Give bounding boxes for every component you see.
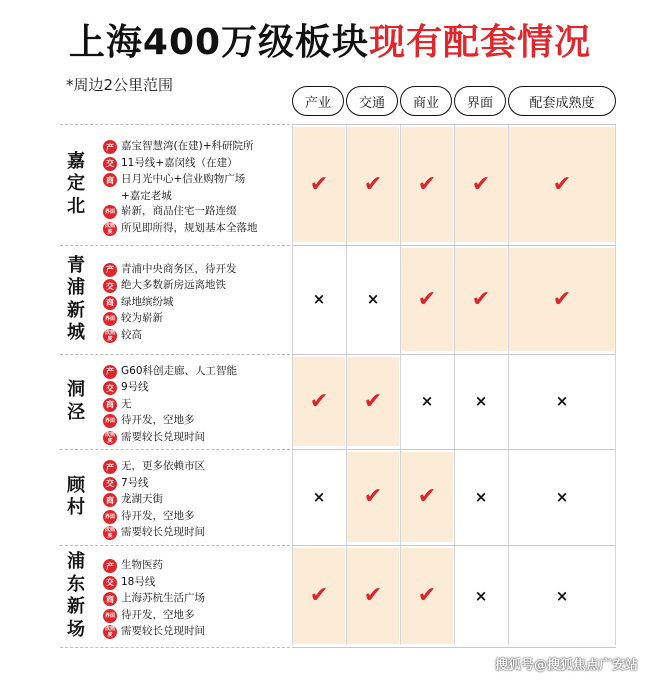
region-feature-list xyxy=(103,559,288,642)
feature-text: 需要较长兑现时间 xyxy=(121,526,205,539)
cross-icon: × xyxy=(366,290,380,308)
region-feature-list xyxy=(103,140,288,238)
mark-cell-commerce xyxy=(401,548,453,644)
feature-text: 需要较长兑现时间 xyxy=(121,625,205,638)
grid-line xyxy=(615,124,616,645)
mark-cell-commerce xyxy=(401,452,453,542)
row-divider xyxy=(60,647,290,648)
feature-text: 待开发，空地多 xyxy=(121,414,195,427)
region-name-char: 浦 xyxy=(67,551,85,572)
feature-item xyxy=(103,329,288,343)
mark-cell-interface xyxy=(455,357,507,446)
check-icon: ✔ xyxy=(417,484,437,509)
mark-cell-maturity xyxy=(509,248,615,351)
feature-text: 需要较长兑现时间 xyxy=(121,430,205,443)
feature-badge-icon: 产 xyxy=(103,365,117,379)
row-divider xyxy=(60,245,290,246)
mark-cell-commerce xyxy=(401,127,453,242)
mark-cell-interface xyxy=(455,548,507,644)
feature-item xyxy=(103,460,288,474)
mark-cell-transport xyxy=(347,127,399,242)
feature-text: 青浦中央商务区，待开发 xyxy=(121,262,237,275)
feature-text: 无 xyxy=(121,397,132,410)
region-name-char: 泾 xyxy=(67,401,85,423)
region-name-char: 青 xyxy=(67,254,85,276)
mark-cell-maturity xyxy=(509,548,615,644)
row-divider xyxy=(292,354,616,355)
mark-cell-interface xyxy=(455,452,507,542)
cross-icon: × xyxy=(474,586,488,605)
cross-icon: × xyxy=(555,487,569,506)
feature-text: 11号线+嘉闵线（在建） xyxy=(121,156,238,169)
region-name-char: 顾 xyxy=(67,474,85,496)
feature-item xyxy=(103,279,288,293)
check-icon: ✔ xyxy=(417,286,437,312)
mark-cell-interface xyxy=(455,248,507,351)
mark-cell-commerce xyxy=(401,357,453,446)
feature-text: 日月光中心+信业购物广场 xyxy=(121,173,246,185)
feature-item xyxy=(103,263,288,277)
region-name xyxy=(58,356,94,447)
row-divider xyxy=(292,245,616,246)
row-divider xyxy=(60,545,290,546)
region-name-char: 浦 xyxy=(67,277,85,298)
feature-text: 无，更多依赖市区 xyxy=(121,460,205,473)
mark-cell-transport xyxy=(347,548,399,644)
feature-badge-icon: 商 xyxy=(103,173,117,187)
mark-cell-maturity xyxy=(509,357,615,446)
feature-text: 龙湖天街 xyxy=(121,493,163,506)
mark-cell-interface xyxy=(455,127,507,242)
feature-badge-icon: 成熟度 xyxy=(104,431,115,444)
region-name-char: 村 xyxy=(67,497,85,518)
feature-badge-icon: 交 xyxy=(103,157,117,171)
page-title xyxy=(0,14,660,65)
mark-cell-transport xyxy=(347,248,399,351)
region-name-char: 嘉 xyxy=(67,150,85,172)
feature-badge-icon: 界面 xyxy=(103,414,117,428)
check-icon: ✔ xyxy=(552,286,572,312)
mark-cell-maturity xyxy=(509,452,615,542)
feature-badge-icon: 产 xyxy=(103,559,117,573)
cross-icon: × xyxy=(312,487,326,506)
check-icon: ✔ xyxy=(363,388,383,414)
watermark: 搜狐号@搜狐焦点广安站 xyxy=(494,658,638,673)
feature-item xyxy=(103,414,288,428)
region-name-char: 新 xyxy=(67,299,85,321)
region-feature-list xyxy=(103,365,288,448)
feature-text: 上海苏杭生活广场 xyxy=(121,592,205,605)
feature-badge-icon: 产 xyxy=(103,460,117,474)
region-name xyxy=(58,451,94,543)
check-icon: ✔ xyxy=(417,583,437,608)
feature-badge-icon: 成熟度 xyxy=(104,329,115,342)
feature-item xyxy=(103,222,288,236)
region-feature-list xyxy=(103,460,288,543)
feature-text: 生物医药 xyxy=(121,559,163,572)
region-name-char: 洞 xyxy=(67,379,85,400)
feature-item xyxy=(103,477,288,491)
title-main: 上海400万级板块 xyxy=(68,22,370,63)
feature-item xyxy=(103,576,288,590)
feature-badge-icon: 成熟度 xyxy=(104,626,115,639)
row-divider xyxy=(292,647,616,648)
column-header-interface: 界面 xyxy=(454,86,506,116)
mark-cell-transport xyxy=(347,452,399,542)
region-name-char: 场 xyxy=(67,618,85,640)
row-divider xyxy=(292,449,616,450)
feature-item xyxy=(103,493,288,507)
feature-item xyxy=(103,510,288,524)
check-icon: ✔ xyxy=(471,171,491,197)
check-icon: ✔ xyxy=(363,171,383,197)
feature-item xyxy=(103,157,288,171)
feature-item xyxy=(103,609,288,623)
feature-badge-icon: 成熟度 xyxy=(104,222,115,235)
feature-badge-icon: 产 xyxy=(103,140,117,154)
region-name-char: 东 xyxy=(67,573,85,595)
feature-item xyxy=(103,381,288,395)
feature-text: 9号线 xyxy=(121,381,149,394)
check-icon: ✔ xyxy=(417,171,437,197)
feature-badge-icon: 产 xyxy=(103,263,117,277)
mark-cell-industry xyxy=(293,127,345,242)
feature-badge-icon: 界面 xyxy=(103,312,117,326)
feature-item xyxy=(103,205,288,219)
feature-text: 较高 xyxy=(121,328,142,341)
feature-text: 绿地缤纷城 xyxy=(121,295,174,308)
cross-icon: × xyxy=(420,392,434,410)
feature-item xyxy=(103,592,288,606)
feature-text: 待开发，空地多 xyxy=(121,509,195,522)
row-divider xyxy=(60,449,290,450)
feature-text: 较为崭新 xyxy=(121,312,163,325)
check-icon: ✔ xyxy=(363,583,383,608)
region-name-char: 定 xyxy=(67,173,85,195)
feature-text: 18号线 xyxy=(121,575,156,588)
feature-text: +嘉定老城 xyxy=(121,189,172,202)
mark-cell-industry xyxy=(293,452,345,542)
feature-badge-icon: 商 xyxy=(103,398,117,412)
row-divider xyxy=(292,545,616,546)
title-highlight: 现有配套情况 xyxy=(369,22,592,63)
feature-badge-icon: 交 xyxy=(103,279,117,293)
feature-item xyxy=(103,431,288,445)
feature-badge-icon: 成熟度 xyxy=(104,527,115,540)
region-name xyxy=(58,547,94,645)
mark-cell-maturity xyxy=(509,127,615,242)
cross-icon: × xyxy=(474,392,488,410)
row-divider xyxy=(60,354,290,355)
check-icon: ✔ xyxy=(309,388,329,414)
mark-cell-commerce xyxy=(401,248,453,351)
region-name-char: 城 xyxy=(67,322,85,343)
check-icon: ✔ xyxy=(552,171,572,197)
feature-badge-icon: 商 xyxy=(103,592,117,606)
feature-item xyxy=(103,365,288,379)
check-icon: ✔ xyxy=(363,484,383,509)
feature-text: 崭新，商品住宅一路连缀 xyxy=(121,205,237,217)
region-name-char: 新 xyxy=(67,596,85,617)
feature-badge-icon: 界面 xyxy=(103,205,117,219)
range-note: *周边2公里范围 xyxy=(66,76,174,94)
region-name-char: 北 xyxy=(67,195,85,217)
feature-text: 待开发，空地多 xyxy=(121,608,195,621)
mark-cell-industry xyxy=(293,548,345,644)
cross-icon: × xyxy=(312,290,326,308)
feature-text: 7号线 xyxy=(121,476,149,489)
column-header-maturity: 配套成熟度 xyxy=(508,86,616,116)
feature-badge-icon: 界面 xyxy=(103,609,117,623)
feature-item xyxy=(103,173,288,187)
feature-badge-icon: 交 xyxy=(103,477,117,491)
region-feature-list xyxy=(103,263,288,346)
feature-item xyxy=(103,625,288,639)
column-header-transport: 交通 xyxy=(346,86,398,116)
feature-item xyxy=(103,526,288,540)
feature-badge-icon: 商 xyxy=(103,493,117,507)
check-icon: ✔ xyxy=(309,171,329,197)
feature-text: 绝大多数新房远离地铁 xyxy=(121,279,226,292)
cross-icon: × xyxy=(474,487,488,506)
feature-item xyxy=(103,190,288,203)
row-divider xyxy=(60,124,290,125)
feature-badge-icon: 商 xyxy=(103,296,117,310)
mark-cell-industry xyxy=(293,248,345,351)
feature-item xyxy=(103,398,288,412)
mark-cell-transport xyxy=(347,357,399,446)
row-divider xyxy=(292,124,616,125)
region-name xyxy=(58,247,94,352)
feature-item xyxy=(103,559,288,573)
cross-icon: × xyxy=(555,586,569,605)
cross-icon: × xyxy=(555,392,569,410)
check-icon: ✔ xyxy=(471,286,491,312)
region-name xyxy=(58,126,94,243)
mark-cell-industry xyxy=(293,357,345,446)
column-header-industry: 产业 xyxy=(292,86,344,116)
feature-text: 所见即所得，规划基本全落地 xyxy=(121,221,258,234)
feature-text: G60科创走廊、人工智能 xyxy=(121,364,237,377)
feature-badge-icon: 界面 xyxy=(103,510,117,524)
feature-badge-icon: 交 xyxy=(103,381,117,395)
feature-item xyxy=(103,312,288,326)
feature-text: 嘉宝智慧湾(在建)+科研院所 xyxy=(121,140,254,152)
feature-badge-icon: 交 xyxy=(103,576,117,590)
feature-item xyxy=(103,140,288,154)
feature-item xyxy=(103,296,288,310)
check-icon: ✔ xyxy=(309,583,329,608)
column-header-commerce: 商业 xyxy=(400,86,452,116)
